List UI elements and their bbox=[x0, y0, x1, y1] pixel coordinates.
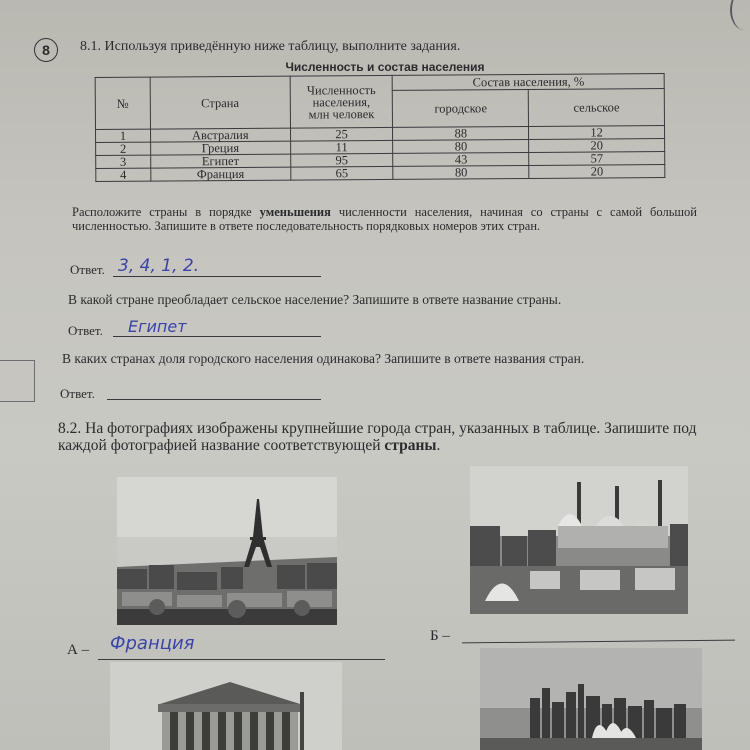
answer-2-label: Ответ. bbox=[68, 323, 103, 338]
population-table bbox=[95, 73, 666, 182]
task-8-2-text: 8.2. На фотографиях изображены крупнейшие города стран, указанных в таблице. Запишите под каждой фотографией название соответствующей страны. bbox=[58, 420, 697, 454]
question-1: Расположите страны в порядке уменьшения численности населения, начиная со страны с самой большой численностью. Запишите в ответе последовательность порядковых номеров этих стран. bbox=[72, 205, 697, 233]
header-urban: городское bbox=[393, 89, 529, 127]
answer-1-line[interactable] bbox=[113, 276, 321, 277]
header-num: № bbox=[95, 77, 150, 129]
table-row: 1 Австралия 25 88 12 bbox=[96, 126, 665, 143]
margin-box bbox=[0, 360, 35, 402]
header-rural: сельское bbox=[528, 89, 664, 127]
table-row: 4 Франция 65 80 20 bbox=[96, 165, 665, 182]
task-8-1-intro: 8.1. Используя приведённую ниже таблицу, выполните задания. bbox=[80, 39, 461, 54]
question-2: В какой стране преобладает сельское население? Запишите в ответе название страны. bbox=[68, 292, 562, 307]
page-edge-mark bbox=[730, 0, 750, 30]
answer-b-line[interactable] bbox=[462, 640, 735, 644]
photo-paris bbox=[117, 477, 337, 625]
table-row: 3 Египет 95 43 57 bbox=[96, 152, 665, 169]
answer-2-handwritten: Египет bbox=[128, 317, 187, 336]
answer-1-handwritten: 3, 4, 1, 2. bbox=[118, 256, 200, 276]
question-3: В каких странах доля городского населения одинакова? Запишите в ответе названия стран. bbox=[62, 351, 585, 366]
photo-athens bbox=[110, 662, 342, 750]
table-row: 2 Греция 11 80 20 bbox=[96, 139, 665, 156]
task-number-circle: 8 bbox=[34, 38, 58, 62]
table-title: Численность и состав населения bbox=[285, 60, 485, 74]
answer-3-line[interactable] bbox=[107, 399, 321, 400]
answer-a-handwritten: Франция bbox=[110, 633, 195, 654]
label-b: Б – bbox=[430, 628, 450, 644]
label-a: А – bbox=[67, 642, 90, 658]
header-country: Страна bbox=[150, 76, 290, 129]
answer-1-label: Ответ. bbox=[70, 262, 105, 277]
photo-sydney bbox=[480, 648, 702, 750]
header-composition: Состав населения, % bbox=[393, 74, 665, 91]
answer-a-line[interactable] bbox=[98, 659, 385, 660]
answer-2-line[interactable] bbox=[113, 336, 321, 337]
photo-cairo bbox=[470, 466, 688, 614]
answer-3-label: Ответ. bbox=[60, 386, 95, 401]
header-population: Численность населения, млн человек bbox=[290, 75, 393, 128]
